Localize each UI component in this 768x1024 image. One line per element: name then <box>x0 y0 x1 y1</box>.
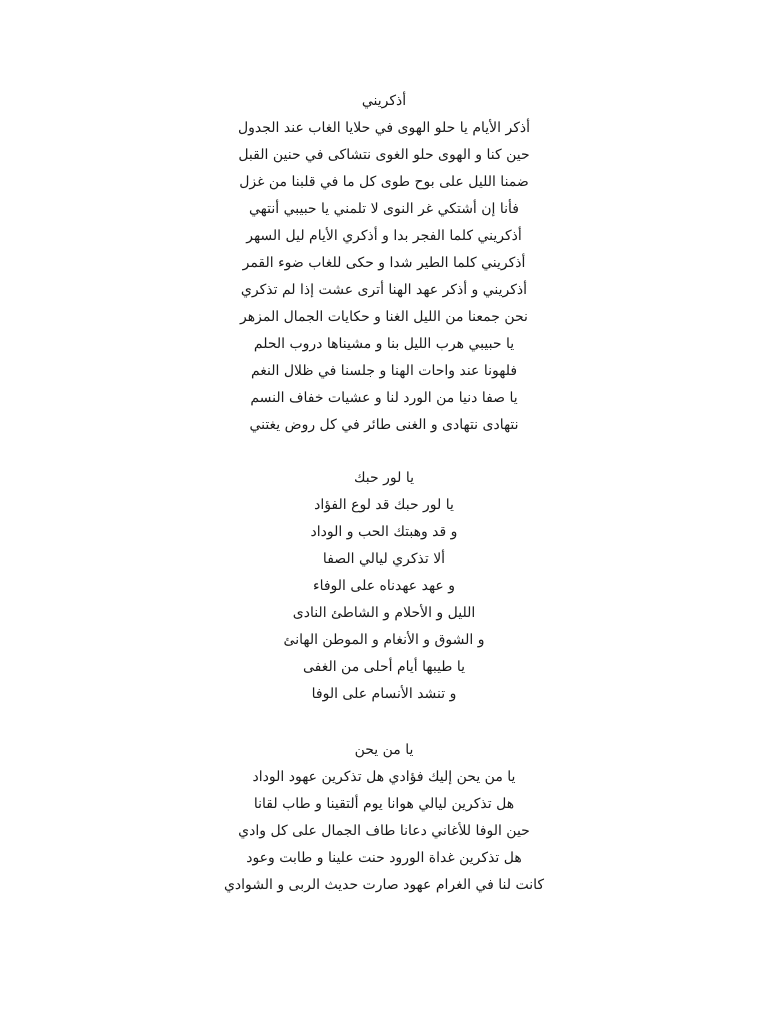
poem-line: يا حبيبي هرب الليل بنا و مشيناها دروب الحلم <box>253 336 515 352</box>
poem-line: أذكريني كلما الطير شدا و حكى للغاب ضوء القمر <box>242 255 526 271</box>
poem-line: يا لور حبك قد لوع الفؤاد <box>314 497 454 513</box>
poem-title: أذكريني <box>361 93 407 109</box>
poem-section <box>0 465 768 708</box>
poem-line: هل تذكرين غداة الورود حنت علينا و طابت وعود <box>246 850 522 866</box>
poem-line: الليل و الأحلام و الشاطئ النادى <box>292 605 476 621</box>
poem-line: حين كنا و الهوى حلو الغوى نتشاكى في حنين القبل <box>238 147 530 163</box>
poem-line: فأنا إن أشتكي غر النوى لا تلمني يا حبيبي أنتهي <box>249 201 519 217</box>
poem-line: أذكر الأيام يا حلو الهوى في حلايا الغاب عند الجدول <box>237 120 531 136</box>
poem-line: يا طيبها أيام أحلى من الغفى <box>302 659 466 675</box>
poem-title: يا لور حبك <box>354 470 414 486</box>
poem-section <box>0 737 768 899</box>
poem-line: أذكريني كلما الفجر بدا و أذكري الأيام ليل السهر <box>246 228 522 244</box>
poem-line: نحن جمعنا من الليل الغنا و حكايات الجمال المزهر <box>240 309 528 325</box>
poem-line: يا صفا دنيا من الورد لنا و عشيات خفاف النسم <box>250 390 518 406</box>
poem-line: و الشوق و الأنغام و الموطن الهانئ <box>283 632 485 648</box>
poem-line: أذكريني و أذكر عهد الهنا أترى عشت إذا لم تذكري <box>240 282 528 298</box>
poem-line: و عهد عهدناه على الوفاء <box>313 578 455 594</box>
poem-section <box>0 88 768 439</box>
poem-line: هل تذكرين ليالي هوانا يوم ألتقينا و طاب لقانا <box>253 796 515 812</box>
poem-title: يا من يحن <box>354 742 414 758</box>
poem-line: نتهادى نتهادى و الغنى طائر في كل روض يغتني <box>249 417 519 433</box>
poem-line: كانت لنا في الغرام عهود صارت حديث الربى و الشوادي <box>223 877 545 893</box>
poem-line: حين الوفا للأغاني دعانا طاف الجمال على كل وادي <box>238 823 530 839</box>
poem-line: يا من يحن إليك فؤادي هل تذكرين عهود الوداد <box>252 769 516 785</box>
poem-line: و تنشد الأنسام على الوفا <box>311 686 457 702</box>
poem-line: ألا تذكري ليالي الصفا <box>322 551 446 567</box>
poem-line: و قد وهبتك الحب و الوداد <box>310 524 458 540</box>
poem-line: ضمنا الليل على بوح طوى كل ما في قلبنا من غزل <box>239 174 529 190</box>
poem-line: فلهونا عند واحات الهنا و جلسنا في ظلال النغم <box>250 363 518 379</box>
